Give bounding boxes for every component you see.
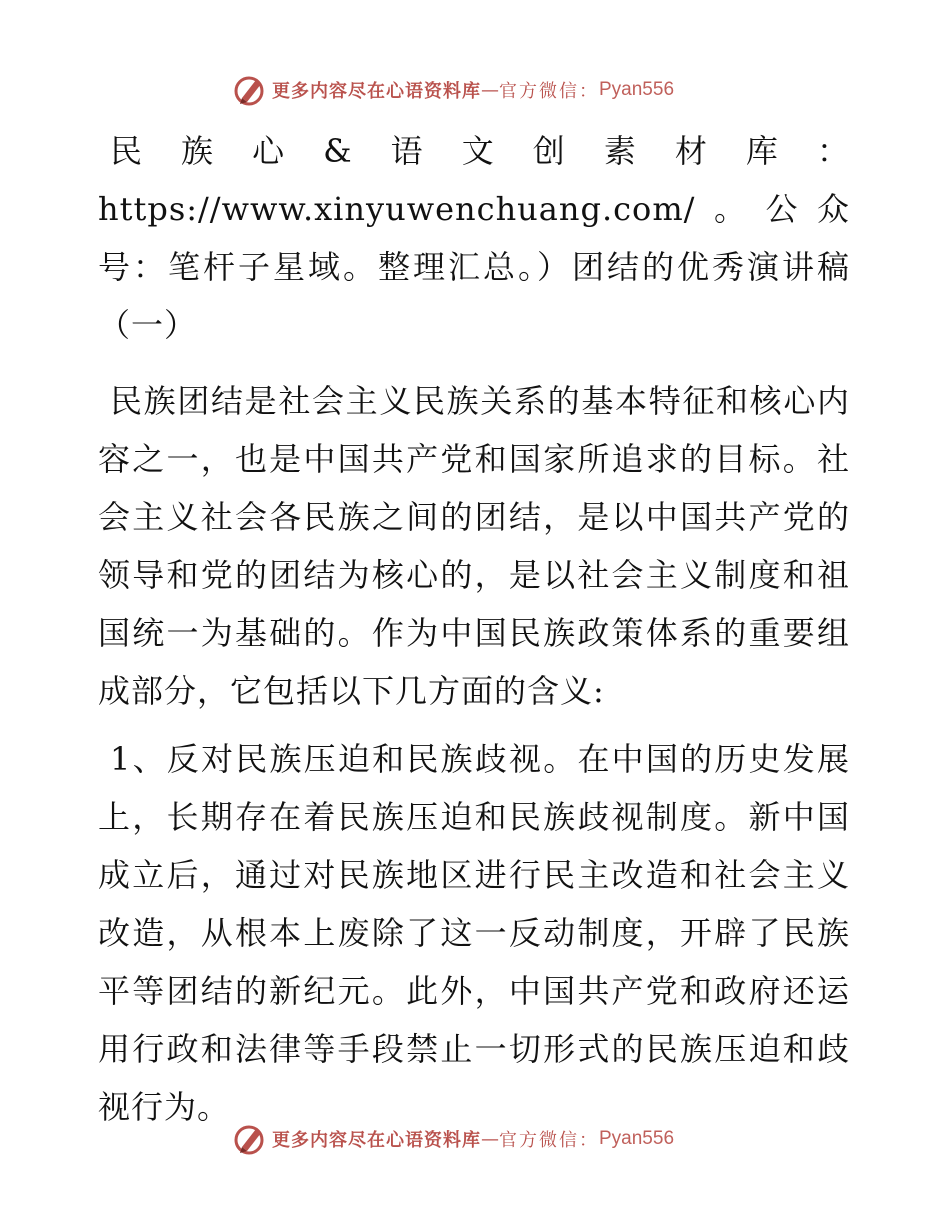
banner-wechat-id: Pyan556 [599,1128,675,1149]
banner-slogan: 更多内容尽在心语资料库 [272,81,481,102]
footer-banner [232,1117,674,1161]
pen-logo-icon [232,1121,268,1157]
body-paragraph: 民族团结是社会主义民族关系的基本特征和核心内容之一，也是中国共产党和国家所追求的目标。社会主义社会各民族之间的团结，是以中国共产党的领导和党的团结为核心的，是以社会主义制度和祖国统一为基础的。作为中国民族政策体系的重要组成部分，它包括以下几方面的含义: [98,382,850,710]
banner-slogan: 更多内容尽在心语资料库 [272,1130,481,1151]
banner-wechat-label: 官方微信： [499,81,599,102]
intro-paragraph: 民族心&语文创素材库：https://www.xinyuwenchuang.com/。公众号：笔杆子星域。整理汇总。）团结的优秀演讲稿（一） [98,132,850,344]
header-banner [232,68,674,112]
banner-wechat-id: Pyan556 [599,79,675,100]
body-paragraph: 1、反对民族压迫和民族歧视。在中国的历史发展上，长期存在着民族压迫和民族歧视制度。新中国成立后，通过对民族地区进行民主改造和社会主义改造，从根本上废除了这一反动制度，开辟了民族平等团结的新纪元。此外，中国共产党和政府还运用行政和法律等手段禁止一切形式的民族压迫和歧视行为。 [98,740,850,1126]
banner-dash: — [481,79,499,101]
pen-logo-icon [232,72,268,108]
banner-dash: — [481,1128,499,1150]
banner-wechat-label: 官方微信： [499,1130,599,1151]
document-body [98,122,850,1146]
